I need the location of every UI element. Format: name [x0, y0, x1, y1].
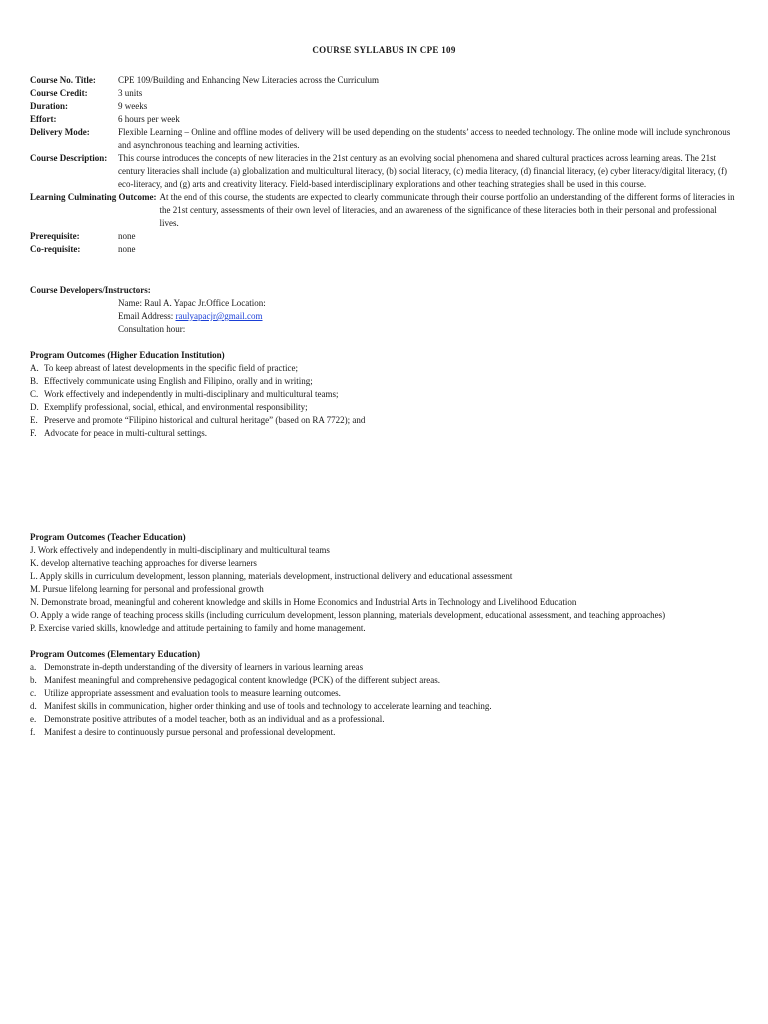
info-value: 9 weeks [118, 101, 148, 111]
list-item: M. Pursue lifelong learning for personal and professional growth [30, 584, 264, 594]
info-row-duration [30, 100, 736, 113]
list-item: c. Utilize appropriate assessment and evaluation tools to measure learning outcomes. [30, 688, 341, 698]
info-value: 6 hours per week [118, 114, 180, 124]
list-item: K. develop alternative teaching approaches for diverse learners [30, 558, 257, 568]
list-item: C. Work effectively and independently in multi-disciplinary and multicultural teams; [30, 389, 339, 399]
list-item: f. Manifest a desire to continuously pursue personal and professional development. [30, 727, 336, 737]
info-label: Co-requisite: [30, 244, 81, 254]
info-label: Learning Culminating Outcome: [30, 192, 157, 202]
email-label: Email Address: [118, 311, 176, 321]
info-row-description [30, 152, 736, 191]
info-label: Effort: [30, 114, 57, 124]
list-item: E. Preserve and promote “Filipino historical and cultural heritage” (based on RA 7722); and [30, 415, 366, 425]
document-title: COURSE SYLLABUS IN CPE 109 [312, 45, 456, 55]
info-label: Course Credit: [30, 88, 88, 98]
info-value: CPE 109/Building and Enhancing New Literacies across the Curriculum [118, 75, 379, 85]
info-row-culminating [30, 191, 736, 230]
list-item: O. Apply a wide range of teaching process skills (including curriculum development, lesson planning, materials development, educational assessment, and teaching approaches) [30, 610, 666, 620]
list-item: b. Manifest meaningful and comprehensive pedagogical content knowledge (PCK) of the different subject areas. [30, 675, 440, 685]
course-info [30, 74, 736, 256]
info-value: 3 units [118, 88, 143, 98]
info-value: Flexible Learning – Online and offline modes of delivery will be used depending on the students’ access to needed technology. The online mode will include synchronous and asynchronous teaching and learning activities. [118, 127, 731, 150]
teacher-outcomes [30, 531, 750, 635]
info-label: Course No. Title: [30, 75, 96, 85]
list-item: F. Advocate for peace in multi-cultural settings. [30, 428, 207, 438]
info-row-prerequisite [30, 230, 736, 243]
info-label: Duration: [30, 101, 68, 111]
developer-details [30, 297, 736, 336]
info-row-credit [30, 87, 736, 100]
info-label: Delivery Mode: [30, 127, 90, 137]
developers-heading: Course Developers/Instructors: [30, 285, 151, 295]
consultation-hour: Consultation hour: [118, 324, 186, 334]
list-item: D. Exemplify professional, social, ethical, and environmental responsibility; [30, 402, 308, 412]
info-row-delivery [30, 126, 736, 152]
info-row-effort [30, 113, 736, 126]
teacher-heading: Program Outcomes (Teacher Education) [30, 532, 186, 542]
course-developers [30, 284, 736, 336]
list-item: d. Manifest skills in communication, higher order thinking and use of tools and technology to accelerate learning and teaching. [30, 701, 492, 711]
elementary-heading: Program Outcomes (Elementary Education) [30, 649, 201, 659]
info-value: This course introduces the concepts of new literacies in the 21st century as an evolving social phenomena and shared cultural practices across learning areas. The 21st century literacies shall include (a) globalization and multicultural literacy, (b) social literacy, (c) media literacy, (d) financial literacy, (e) cyber literacy/digital literacy, (f) eco-literacy, and (g) arts and creativity literacy. Field-based interdisciplinary explorations and other teaching strategies shall be used in this course. [118, 153, 728, 189]
info-value: none [118, 244, 136, 254]
elementary-outcomes [30, 648, 750, 739]
list-item: N. Demonstrate broad, meaningful and coherent knowledge and skills in Home Economics and Industrial Arts in Technology and Livelihood Education [30, 597, 577, 607]
list-item: a. Demonstrate in-depth understanding of the diversity of learners in various learning areas [30, 662, 364, 672]
list-item: e. Demonstrate positive attributes of a model teacher, both as an individual and as a professional. [30, 714, 385, 724]
info-label: Course Description: [30, 153, 108, 163]
developer-name: Name: Raul A. Yapac Jr.Office Location: [118, 298, 266, 308]
info-row-course-no [30, 74, 736, 87]
list-item: A. To keep abreast of latest developments in the specific field of practice; [30, 363, 299, 373]
list-item: L. Apply skills in curriculum development, lesson planning, materials development, instructional delivery and educational assessment [30, 571, 513, 581]
hei-heading: Program Outcomes (Higher Education Institution) [30, 350, 225, 360]
hei-outcomes [30, 349, 750, 440]
list-item: B. Effectively communicate using English and Filipino, orally and in writing; [30, 376, 313, 386]
developer-email-row [118, 310, 736, 323]
info-value: none [118, 231, 136, 241]
info-label: Prerequisite: [30, 231, 80, 241]
email-link[interactable]: raulyapacjr@gmail.com [175, 311, 263, 321]
list-item: P. Exercise varied skills, knowledge and attitude pertaining to family and home management. [30, 623, 366, 633]
info-value: At the end of this course, the students are expected to clearly communicate through their course portfolio an understanding of the different forms of literacies in the 21st century, assessments of their own level of literacies, and an awareness of the significance of these literacies both in their personal and professional lives. [159, 192, 735, 228]
info-row-corequisite [30, 243, 736, 256]
list-item: J. Work effectively and independently in multi-disciplinary and multicultural teams [30, 545, 330, 555]
